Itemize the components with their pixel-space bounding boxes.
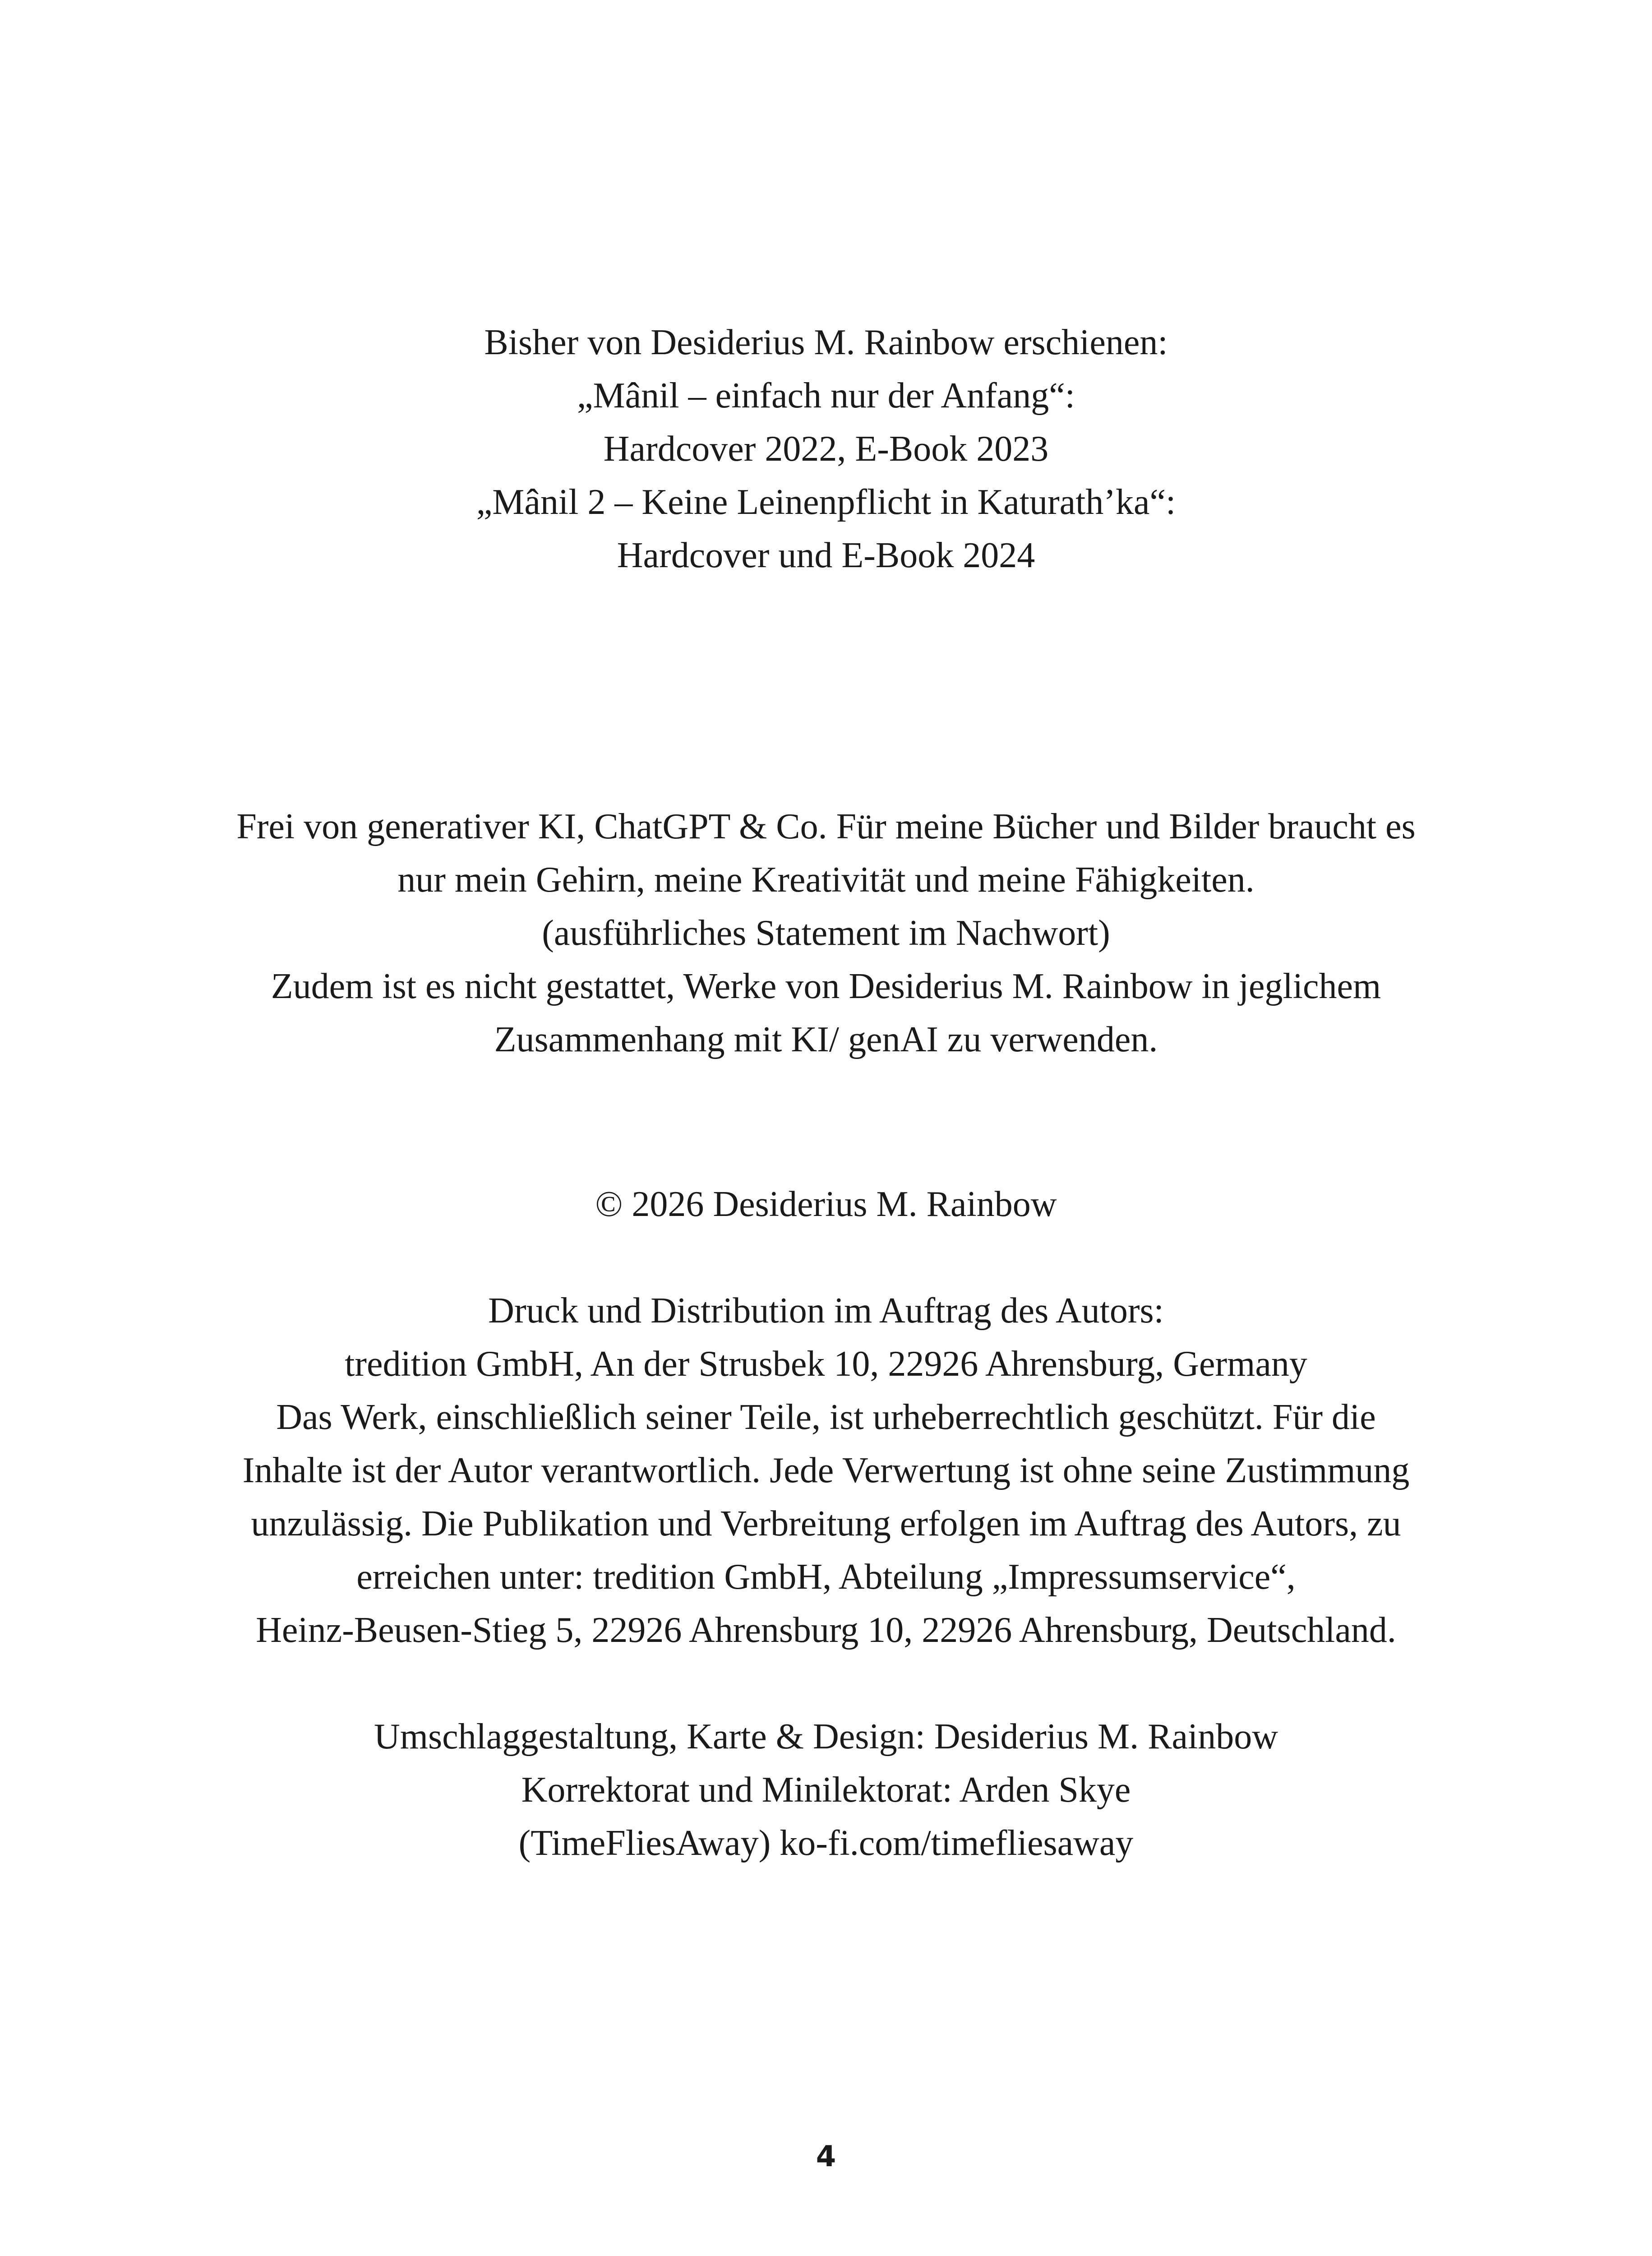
imprint-line: unzulässig. Die Publikation und Verbreitung erfolgen im Auftrag des Autors, zu: [251, 1504, 1401, 1544]
imprint-section: [0, 1284, 1652, 1657]
imprint-line: Das Werk, einschließlich seiner Teile, ist urheberrechtlich geschützt. Für die: [276, 1397, 1376, 1437]
ai-statement-line: nur mein Gehirn, meine Kreativität und meine Fähigkeiten.: [397, 860, 1255, 900]
imprint-line: tredition GmbH, An der Strusbek 10, 22926 Ahrensburg, Germany: [345, 1344, 1307, 1384]
ai-statement-section: [0, 800, 1652, 1066]
previous-works-line: Bisher von Desiderius M. Rainbow erschienen:: [484, 323, 1168, 362]
credits-line: (TimeFliesAway) ko-fi.com/timefliesaway: [518, 1823, 1134, 1863]
credits-line: Umschlaggestaltung, Karte & Design: Desiderius M. Rainbow: [374, 1717, 1278, 1757]
credits-section: [0, 1710, 1652, 1870]
previous-works-line: Hardcover 2022, E-Book 2023: [603, 429, 1049, 469]
copyright-notice: © 2026 Desiderius M. Rainbow: [595, 1184, 1057, 1224]
previous-works-line: „Mânil 2 – Keine Leinenpflicht in Katurath’ka“:: [476, 482, 1176, 522]
copyright-section: [0, 1178, 1652, 1231]
ai-statement-line: Zudem ist es nicht gestattet, Werke von Desiderius M. Rainbow in jeglichem: [271, 966, 1381, 1006]
previous-works-line: Hardcover und E-Book 2024: [617, 536, 1035, 575]
imprint-line: Heinz-Beusen-Stieg 5, 22926 Ahrensburg 10, 22926 Ahrensburg, Deutschland.: [256, 1610, 1396, 1650]
imprint-line: Druck und Distribution im Auftrag des Autors:: [488, 1291, 1164, 1331]
page-number: 4: [816, 2140, 836, 2173]
credits-line: Korrektorat und Minilektorat: Arden Skye: [521, 1770, 1131, 1810]
previous-works-line: „Mânil – einfach nur der Anfang“:: [577, 376, 1075, 416]
previous-works-section: [0, 316, 1652, 582]
imprint-line: Inhalte ist der Autor verantwortlich. Jede Verwertung ist ohne seine Zustimmung: [242, 1451, 1410, 1490]
ai-statement-line: Zusammenhang mit KI/ genAI zu verwenden.: [494, 1020, 1158, 1059]
ai-statement-line: Frei von generativer KI, ChatGPT & Co. Für meine Bücher und Bilder braucht es: [236, 807, 1416, 846]
imprint-line: erreichen unter: tredition GmbH, Abteilung „Impressumservice“,: [356, 1557, 1296, 1597]
ai-statement-line: (ausführliches Statement im Nachwort): [542, 913, 1110, 953]
